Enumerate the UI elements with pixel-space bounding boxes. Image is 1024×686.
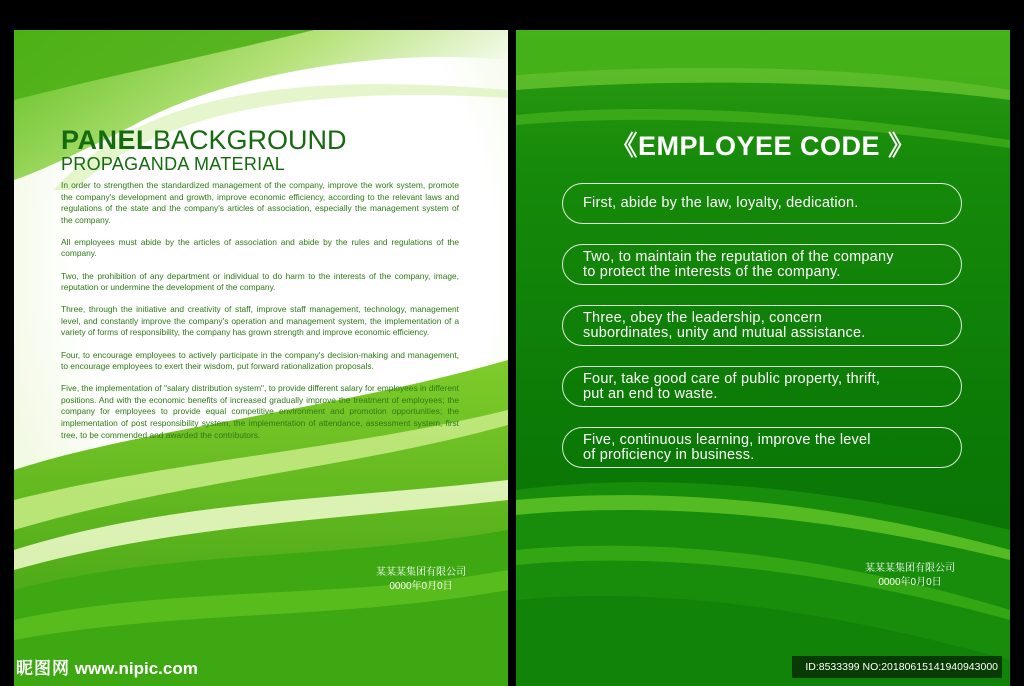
left-footer (361, 566, 481, 594)
code-item-text (583, 372, 880, 402)
code-item-text (583, 311, 865, 341)
code-item-text (583, 196, 859, 211)
code-line: Two, to maintain the reputation of the company (583, 248, 894, 265)
code-item (562, 183, 962, 224)
paragraph: All employees must abide by the articles of association and abide by the rules and regulations of the company. (61, 236, 459, 259)
panel-subtitle: PROPAGANDA MATERIAL (61, 154, 286, 174)
body-text (61, 180, 459, 452)
code-item (562, 366, 962, 407)
code-line: of proficiency in business. (583, 446, 755, 463)
employee-code-title: 《EMPLOYEE CODE 》 (610, 131, 916, 161)
code-line: Four, take good care of public property, thrift, (583, 370, 881, 387)
footer-date: 0000年0月0日 (878, 577, 942, 588)
code-line: First, abide by the law, loyalty, dedication. (583, 195, 859, 211)
code-item (562, 244, 962, 285)
title-bold-word: PANEL (61, 125, 154, 155)
nipic-url: www.nipic.com (74, 659, 198, 678)
panel-title (61, 126, 347, 174)
footer-company: 某某某集团有限公司 (376, 567, 466, 578)
code-line: Three, obey the leadership, concern (583, 309, 823, 326)
code-line: put an end to waste. (583, 385, 718, 402)
right-panel (516, 30, 1010, 686)
paragraph: Three, through the initiative and creativity of staff, improve staff management, technology, management level, and constantly improve the company's operation and management system, the implementation of a variety of forms of responsibility, the company has grown strength and improve economic efficiency. (61, 304, 459, 338)
code-item (562, 305, 962, 346)
image-id-badge: ID:8533399 NO:20180615141940943000 (792, 656, 1002, 678)
code-item-text (583, 433, 871, 463)
title-rest-word: BACKGROUND (153, 125, 347, 155)
paragraph: Two, the prohibition of any department or individual to do harm to the interests of the company, image, reputation or undermine the development of the company. (61, 270, 459, 293)
code-item-text (583, 250, 894, 280)
footer-date: 0000年0月0日 (389, 581, 453, 592)
code-line: to protect the interests of the company. (583, 263, 841, 280)
paragraph: In order to strengthen the standardized management of the company, improve the work system, promote the company's development and growth, improve economic efficiency, according to the relevant laws and regulations of the state and the company's articles of association, especially the management system of the company. (61, 180, 459, 225)
nipic-watermark (16, 654, 198, 679)
code-line: subordinates, unity and mutual assistance. (583, 324, 866, 341)
code-line: Five, continuous learning, improve the level (583, 431, 871, 448)
paragraph: Five, the implementation of "salary distribution system", to provide different salary for employees in different positions. And with the economic benefits of increased gradually improve the treatment of employees; the company for employees to provide equal competitive environment and promotion opportunities; the implementation of post responsibility system, the implementation of attendance, assessment system, first tree, to be commended and awarded the contributors. (61, 383, 459, 440)
code-item (562, 427, 962, 468)
footer-company: 某某某集团有限公司 (865, 563, 955, 574)
right-footer (840, 562, 980, 590)
nipic-logo: 昵图网 (16, 659, 70, 679)
left-panel (14, 30, 508, 686)
paragraph: Four, to encourage employees to actively participate in the company's decision-making and management, to encourage employees to exert their wisdom, put forward rationalization proposals. (61, 349, 459, 372)
